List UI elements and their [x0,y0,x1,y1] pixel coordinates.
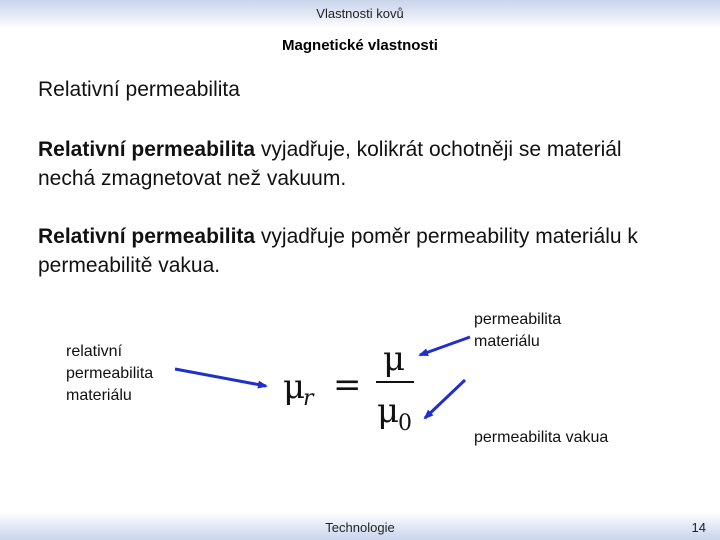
paragraph-term: Relativní permeabilita [38,225,256,248]
paragraph-text: vyjadřuje poměr permeability materiálu k permeabilitě vakua. [38,225,638,277]
slide-heading: Relativní permeabilita [38,78,240,101]
formula-lhs-symbol: μ [283,367,306,407]
formula-denominator-symbol: μ [377,391,400,431]
label-material-permeability: permeabilita materiálu [474,311,562,350]
formula-equals: = [333,365,362,405]
header-title: Vlastnosti kovů [316,6,404,21]
arrow-to-relative-permeability [175,369,266,386]
label-vacuum-permeability: permeabilita vakua [474,429,609,446]
formula-denominator-subscript: 0 [398,411,412,436]
label-relative-permeability: relativní permeabilita materiálu [66,343,154,404]
footer-bar [0,512,720,540]
paragraph-term: Relativní permeabilita [38,138,256,161]
formula-lhs-subscript: r [303,386,314,411]
arrow-to-denominator [425,380,465,418]
slide-subtitle: Magnetické vlastnosti [282,37,438,54]
footer-text: Technologie [325,520,395,535]
paragraph-text: vyjadřuje, kolikrát ochotněji se materiál nechá zmagnetovat než vakuum. [38,138,622,190]
page-number: 14 [691,520,706,535]
arrow-to-numerator [420,337,470,355]
formula-numerator: μ [383,339,406,379]
